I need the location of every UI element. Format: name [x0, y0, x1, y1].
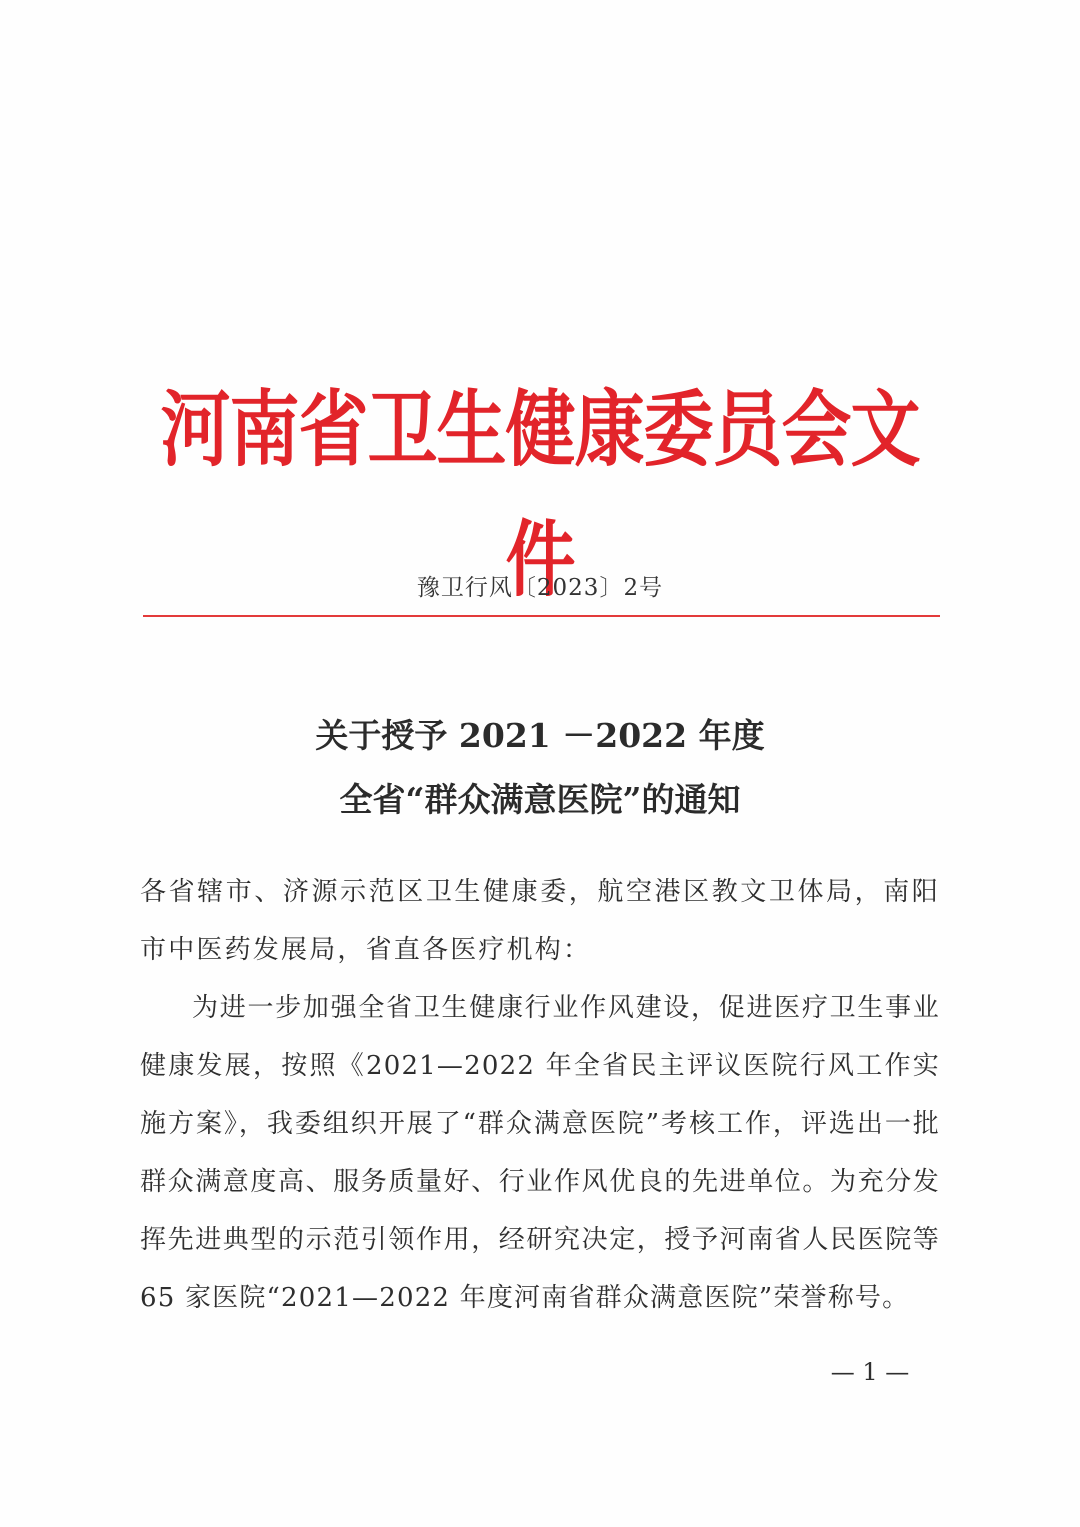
page-number: — 1 — — [830, 1358, 910, 1386]
document-title-line-2: 全省“群众满意医院”的通知 — [339, 780, 741, 819]
document-body — [140, 863, 940, 1327]
document-title-line-1: 关于授予 2021 －2022 年度 — [315, 716, 765, 755]
red-separator-line — [143, 615, 940, 617]
body-paragraph-1: 为进一步加强全省卫生健康行业作风建设，促进医疗卫生事业健康发展，按照《2021—2022 年全省民主评议医院行风工作实施方案》，我委组织开展了“群众满意医院”考核工作，评选出一批群众满意度高、服务质量好、行业作风优良的先进单位。为充分发挥先进典型的示范引领作用，经研究决定，授予河南省人民医院等 65 家医院“2021—2022 年度河南省群众满意医院”荣誉称号。 — [140, 993, 940, 1313]
issuer-masthead: 河南省卫生健康委员会文件 — [160, 381, 920, 609]
addressee-paragraph: 各省辖市、济源示范区卫生健康委，航空港区教文卫体局，南阳市中医药发展局，省直各医疗机构： — [140, 877, 940, 965]
document-number: 豫卫行风〔2023〕2号 — [416, 575, 664, 601]
